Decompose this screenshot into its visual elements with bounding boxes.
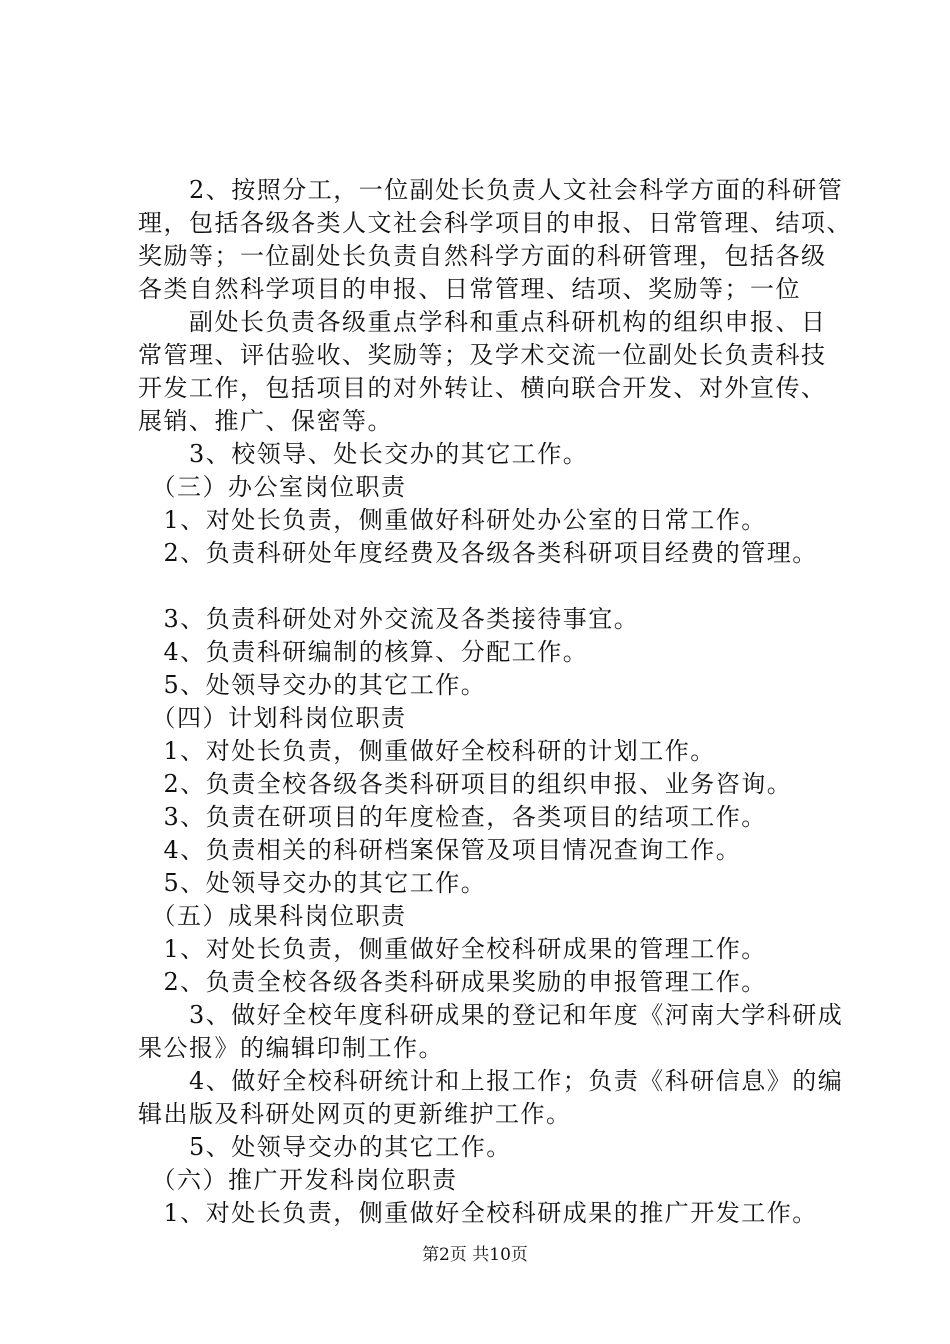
text-line: 展销、推广、保密等。 [138,407,393,435]
section-heading: （三）办公室岗位职责 [138,473,407,501]
text-line: 常管理、评估验收、奖励等；及学术交流一位副处长负责科技 [138,341,827,369]
text-line: 1、对处长负责，侧重做好全校科研的计划工作。 [138,737,716,765]
text-line: 1、对处长负责，侧重做好全校科研成果的推广开发工作。 [138,1199,818,1227]
text-line: 1、对处长负责，侧重做好科研处办公室的日常工作。 [138,506,767,534]
text-line: 4、做好全校科研统计和上报工作；负责《科研信息》的编 [138,1067,844,1095]
text-line: 4、负责相关的科研档案保管及项目情况查询工作。 [138,836,742,864]
text-line: 3、做好全校年度科研成果的登记和年度《河南大学科研成 [138,1001,844,1029]
text-line: 果公报》的编辑印制工作。 [138,1034,444,1062]
section-heading: （五）成果科岗位职责 [138,902,407,930]
blank-line [138,570,838,603]
section-heading: （六）推广开发科岗位职责 [138,1166,458,1194]
text-line: 奖励等；一位副处长负责自然科学方面的科研管理，包括各级 [138,242,827,270]
text-line: 5、处领导交办的其它工作。 [138,1133,512,1161]
text-line: 各类自然科学项目的申报、日常管理、结项、奖励等；一位 [138,275,801,303]
text-line: 3、校领导、处长交办的其它工作。 [138,440,589,468]
text-line: 3、负责在研项目的年度检查，各类项目的结项工作。 [138,803,767,831]
text-line: 2、负责全校各级各类科研成果奖励的申报管理工作。 [138,968,767,996]
text-line: 2、负责全校各级各类科研项目的组织申报、业务咨询。 [138,770,793,798]
text-line: 开发工作，包括项目的对外转让、横向联合开发、对外宣传、 [138,374,827,402]
text-line: 2、按照分工，一位副处长负责人文社会科学方面的科研管 [138,176,844,204]
page-footer: 第2页 共10页 [422,1245,528,1265]
text-line: 3、负责科研处对外交流及各类接待事宜。 [138,605,640,633]
section-heading: （四）计划科岗位职责 [138,704,407,732]
text-line: 4、负责科研编制的核算、分配工作。 [138,638,589,666]
text-line: 副处长负责各级重点学科和重点科研机构的组织申报、日 [138,308,827,336]
text-line: 辑出版及科研处网页的更新维护工作。 [138,1100,572,1128]
text-line: 5、处领导交办的其它工作。 [138,869,487,897]
text-line: 5、处领导交办的其它工作。 [138,671,487,699]
text-line: 1、对处长负责，侧重做好全校科研成果的管理工作。 [138,935,767,963]
text-line: 2、负责科研处年度经费及各级各类科研项目经费的管理。 [138,539,818,567]
text-line: 理，包括各级各类人文社会科学项目的申报、日常管理、结项、 [138,209,852,237]
document-body [138,174,852,1230]
